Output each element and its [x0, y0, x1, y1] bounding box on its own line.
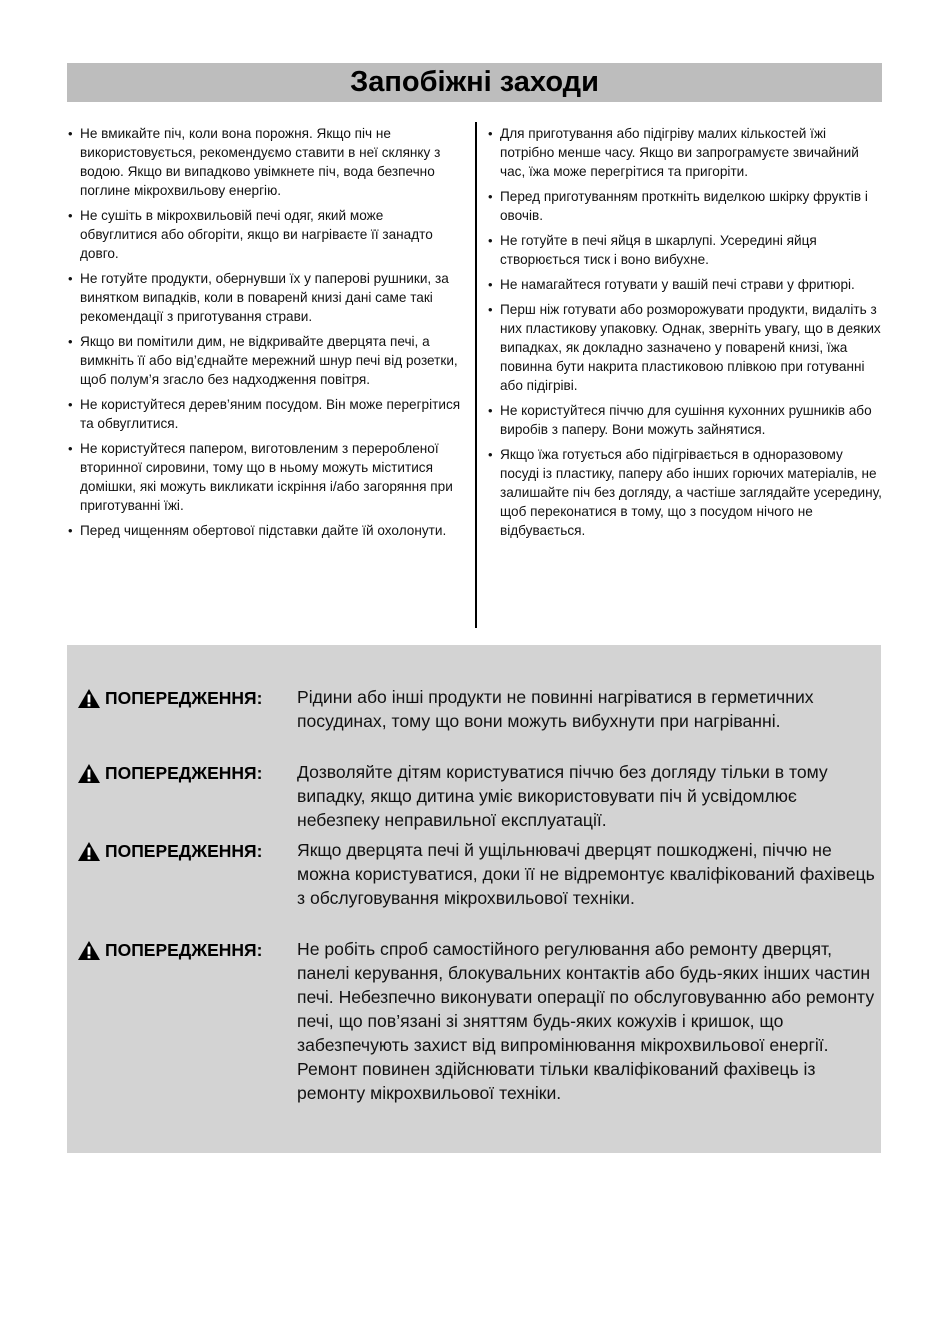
warning-label: ПОПЕРЕДЖЕННЯ: — [105, 687, 263, 708]
list-item: • Для приготування або підігріву малих кількостей їжі потрібно менше часу. Якщо ви запрограмуєте звичайний час, їжа може перегрітися та пригоріти. — [488, 124, 884, 181]
warning-triangle-icon — [77, 940, 101, 961]
warning-text: Дозволяйте дітям користуватися піччю без догляду тільки в тому випадку, якщо дитина уміє використовувати піч й усвідомлює небезпеку неправильної експлуатації. — [297, 762, 828, 830]
list-item: • Не готуйте продукти, обернувши їх у паперові рушники, за винятком випадків, коли в поваренй книзі дані саме такі рекомендації з приготування страви. — [68, 269, 464, 326]
column-divider — [475, 122, 477, 628]
warning-triangle-icon — [77, 763, 101, 784]
left-precautions-list — [68, 124, 464, 540]
list-item: • Не намагайтеся готувати у вашій печі страви у фритюрі. — [488, 275, 884, 294]
warning-text: Якщо дверцята печі й ущільнювачі дверцят пошкоджені, піччю не можна користуватися, доки її не відремонтує кваліфікований фахівець з обслуговування мікрохвильової техніки. — [297, 840, 875, 908]
warnings-panel — [67, 645, 881, 1153]
warning-label: ПОПЕРЕДЖЕННЯ: — [105, 840, 263, 861]
list-item: • Не сушіть в мікрохвильовій печі одяг, який може обвуглитися або обгоріти, якщо ви нагріваєте її занадто довго. — [68, 206, 464, 263]
warning-text: Не робіть спроб самостійного регулювання або ремонту дверцят, панелі керування, блокувальних контактів або будь-яких інших частин печі. Небезпечно виконувати операції по обслуговуванню або ремонту печі, що пов’язані зі зняттям будь-яких кожухів і кришок, що забезпечують захист від випромінювання мікрохвильової енергії. Ремонт повинен здійснювати тільки кваліфікований фахівець із ремонту мікрохвильової техніки. — [297, 939, 875, 1103]
page-title: Запобіжні заходи — [350, 66, 599, 98]
list-item: • Не користуйтеся дерев’яним посудом. Він може перегрітися та обвуглитися. — [68, 395, 464, 433]
list-item: • Перед приготуванням проткніть виделкою шкірку фруктів і овочів. — [488, 187, 884, 225]
list-item: • Якщо ви помітили дим, не відкривайте дверцята печі, а вимкніть її або від’єднайте мережний шнур печі від розетки, щоб полум’я згасло без надходження повітря. — [68, 332, 464, 389]
right-column — [488, 124, 884, 546]
list-item: • Не вмикайте піч, коли вона порожня. Якщо піч не використовується, рекомендуємо ставити в неї склянку з водою. Якщо ви випадково увімкнете піч, вода безпечно поглине мікрохвильову енергію. — [68, 124, 464, 200]
list-item: • Перш ніж готувати або розморожувати продукти, видаліть з них пластикову упаковку. Однак, зверніть увагу, що в деяких випадках, як докладно зазначено у поваренй книзі, їжа повинна бути накрита пластиковою плівкою при готуванні або підігріві. — [488, 300, 884, 395]
warning-label: ПОПЕРЕДЖЕННЯ: — [105, 762, 263, 783]
list-item: • Якщо їжа готується або підігрівається в одноразовому посуді із пластику, паперу або інших горючих матеріалів, не залишайте піч без догляду, а частіше заглядайте усередину, щоб переконатися в тому, що з посудом нічого не відбувається. — [488, 445, 884, 540]
left-column — [68, 124, 464, 546]
warning-label: ПОПЕРЕДЖЕННЯ: — [105, 939, 263, 960]
list-item: • Не користуйтеся піччю для сушіння кухонних рушників або виробів з паперу. Вони можуть зайнятися. — [488, 401, 884, 439]
list-item: • Не користуйтеся папером, виготовленим з переробленої вторинної сировини, тому що в ньому можуть міститися домішки, які можуть викликати іскріння і/або загоряння при приготуванні їжі. — [68, 439, 464, 515]
warning-triangle-icon — [77, 688, 101, 709]
list-item: • Не готуйте в печі яйця в шкарлупі. Усередині яйця створюється тиск і воно вибухне. — [488, 231, 884, 269]
right-precautions-list — [488, 124, 884, 540]
list-item: • Перед чищенням обертової підставки дайте їй охолонути. — [68, 521, 464, 540]
warning-triangle-icon — [77, 841, 101, 862]
warning-text: Рідини або інші продукти не повинні нагріватися в герметичних посудинах, тому що вони можуть вибухнути при нагріванні. — [297, 687, 814, 731]
title-bar — [67, 63, 882, 102]
